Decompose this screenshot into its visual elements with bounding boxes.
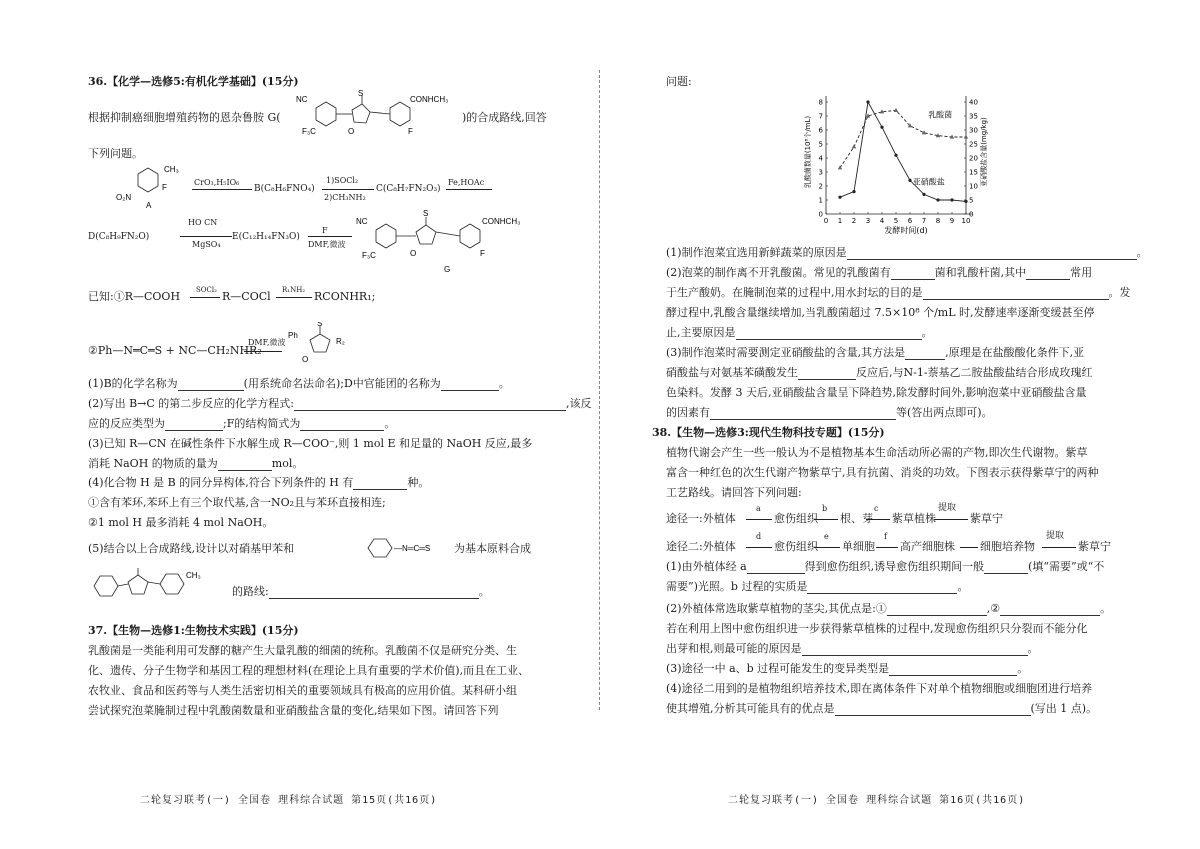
chart-xtick-label: 4 (879, 217, 885, 225)
chart-ytick-right-label: 35 (969, 112, 978, 121)
q38-3-blank[interactable] (889, 664, 1017, 676)
chart-xtick-label: 3 (865, 217, 871, 225)
chart-point-1 (964, 200, 967, 203)
q37-3-blank-3[interactable] (710, 408, 896, 420)
right-top-text: 问题: (666, 75, 692, 88)
route2-reagent4a: HO CN (188, 218, 218, 227)
chart-ytick-left-label: 8 (818, 98, 823, 107)
chart-ytick-right-label: 15 (969, 168, 978, 177)
q36-3b: 消耗 NaOH 的物质的量为 mol。 (88, 457, 304, 470)
chart-xtick-label: 5 (893, 217, 899, 225)
route1-reagent2a: 1)SOCl₂ (326, 176, 359, 185)
path2-d: d (756, 532, 762, 541)
chart-ytick-left-label: 0 (818, 210, 823, 219)
q36-1: (1)B的化学名称为 (用系统命名法命名);D中官能团的名称为 。 (88, 377, 510, 390)
q36-2-blank-3[interactable] (300, 419, 384, 431)
q38-2c: 出芽和根,则最可能的原因是 。 (666, 642, 1039, 655)
path2-extract: 提取 (1046, 531, 1065, 541)
path1-arrow-extract (934, 519, 968, 520)
q36-header: 36.【化学—选修5:有机化学基础】(15分) (88, 75, 299, 88)
left-footer: 二轮复习联考(一) 全国卷 理科综合试题 第15页(共16页) (140, 795, 438, 806)
path1-arrow-b (814, 519, 838, 520)
path2-n5: 紫草宁 (1078, 540, 1111, 553)
q37-3c: 色染料。发酵 3 天后,亚硝酸盐含量呈下降趋势,除发酵时间外,影响泡菜中亚硝酸盐含量 (666, 386, 1087, 399)
chart-xtick-label: 0 (823, 217, 829, 225)
q37-para-1: 乳酸菌是一类能利用可发酵的糖产生大量乳酸的细菌的统称。乳酸菌不仅是研究分类、生 (88, 644, 517, 657)
chart-ytick-left-label: 2 (818, 182, 823, 191)
q37-2: (2)泡菜的制作离不开乳酸菌。常见的乳酸菌有 菌和乳酸杆菌,其中 常用 (666, 266, 1093, 279)
chart-point-1 (866, 100, 869, 103)
q37-3: (3)制作泡菜时需要测定亚硝酸盐的含量,其方法是 ,原理是在盐酸酸化条件下,亚 (666, 346, 1085, 359)
chart-point-0 (894, 108, 898, 112)
q37-3b: 硝酸盐与对氨基苯磺酸发生 反应后,与N-1-萘基乙二胺盐酸盐结合形成玫瑰红 (666, 366, 1093, 379)
chart-ylabel-left: 乳酸菌数量(10⁸个/mL) (804, 115, 812, 189)
route2-e: E(C₁₂H₁₄FN₃O) (232, 232, 300, 242)
chart-ytick-left-label: 7 (818, 112, 823, 121)
q38-1: (1)由外植体经 a 得到愈伤组织,诱导愈伤组织期间一般 (填“需要”或“不 (666, 560, 1105, 573)
path2-n1: 愈伤组织 (774, 540, 818, 553)
q38-2-blank-1[interactable] (887, 604, 987, 616)
path2-label: 途径二:外植体 (666, 540, 736, 553)
path1-b: b (822, 504, 828, 513)
chart-xtick-label: 10 (961, 217, 971, 225)
chart-ytick-left-label: 1 (818, 196, 823, 205)
chart-ytick-right-label: 5 (969, 196, 974, 205)
g2-label: G (444, 265, 451, 274)
known-1-reagent2: R₁NH₂ (282, 286, 306, 294)
target-ch3-label: CH₃ (186, 571, 201, 580)
path1-c: c (874, 504, 879, 513)
q37-3d: 的因素有 等(答出两点即可)。 (666, 406, 993, 419)
chart-xtick-label: 6 (907, 217, 913, 225)
path1-a: a (756, 504, 761, 513)
path1-n2: 根、芽 (840, 512, 873, 525)
g-nc-label: NC (296, 95, 308, 104)
chart-ytick-left-label: 5 (818, 140, 823, 149)
g2-conhch3-label: CONHCH₃ (482, 217, 521, 226)
chart-ytick-left-label: 4 (818, 154, 823, 163)
a-f-label: F (162, 183, 167, 192)
q38-para-1: 植物代谢会产生一些一般认为不是植物基本生命活动所必需的产物,即次生代谢物。紫草 (666, 446, 1088, 459)
known-1-arrow1 (190, 297, 220, 298)
q36-2: (2)写出 B→C 的第二步反应的化学方程式: ,该反 (88, 397, 592, 410)
known-2-s-label: S (317, 322, 323, 328)
q37-1: (1)制作泡菜宜选用新鲜蔬菜的原因是 。 (666, 246, 1148, 259)
g-s-label: S (358, 90, 364, 98)
q36-3-blank[interactable] (218, 459, 272, 471)
g-cf3-label: F₃C (302, 127, 316, 136)
chart-ytick-right-label: 10 (969, 182, 978, 191)
q5-reagent-label: —N═C═S (394, 544, 431, 553)
path2-arrow-g (960, 547, 978, 548)
chart-ytick-left-label: 3 (818, 168, 823, 177)
chart-ytick-right-label: 20 (969, 154, 978, 163)
route1-reagent1: CrO₃,H₅IO₆ (194, 178, 240, 187)
path2-n4: 细胞培养物 (980, 540, 1035, 553)
chart-point-1 (852, 190, 855, 193)
path1-arrow-c (866, 519, 890, 520)
q37-para-2: 化、遗传、分子生物学和基因工程的理想材料(在理论上具有重要的学术价值),而且在工业、 (88, 664, 530, 677)
q5-target-molecule (88, 562, 228, 614)
chart-series-label-0: 乳酸菌 (928, 110, 953, 120)
chart-xtick-label: 1 (837, 217, 843, 225)
q37-2b: 于生产酸奶。在腌制泡菜的过程中,用水封坛的目的是 。发 (666, 286, 1131, 299)
q38-4: (4)途径二用到的是植物组织培养技术,即在离体条件下对单个植物细胞或细胞团进行培养 (666, 682, 1093, 695)
known-1-arrow2 (276, 297, 312, 298)
route1-arrow1 (192, 189, 252, 190)
q37-3-blank-1[interactable] (905, 348, 945, 360)
q37-2d: 止,主要原因是 。 (666, 326, 933, 339)
q37-2-blank-1[interactable] (891, 268, 935, 280)
q38-2b: 若在利用上图中愈伤组织进一步获得紫草植株的过程中,发现愈伤组织只分裂而不能分化 (666, 622, 1088, 635)
q36-1-blank-1[interactable] (178, 379, 244, 391)
chart-point-1 (880, 126, 883, 129)
path1-arrow-a (746, 519, 772, 520)
chart-xtick-label: 7 (921, 217, 927, 225)
q36-5-route: 的路线: 。 (232, 585, 490, 598)
g2-cf3-label: F₃C (362, 251, 376, 260)
q36-2-blank-1[interactable] (294, 399, 566, 411)
chart-point-1 (936, 198, 939, 201)
q38-2-blank-3[interactable] (802, 644, 1028, 656)
q36-5b: 为基本原料合成 (454, 542, 531, 555)
route2-reagent4b: MgSO₄ (192, 240, 221, 249)
g2-f-label: F (480, 249, 485, 258)
path2-f: f (884, 532, 887, 541)
q38-2-blank-2[interactable] (1000, 604, 1100, 616)
route2-reagent5b: DMF,微波 (308, 240, 346, 249)
chart-point-1 (838, 196, 841, 199)
molecule-a (116, 160, 192, 212)
chart-xtick-label: 8 (935, 217, 941, 225)
chart-ylabel-right: 亚硝酸盐含量(mg/kg) (980, 117, 988, 187)
q38-1b: 需要”)光照。b 过程的实质是 。 (666, 580, 969, 593)
known-2-ph-label: Ph (288, 331, 298, 340)
chart-series-label-1: 亚硝酸盐 (912, 177, 945, 187)
chart-point-1 (950, 198, 953, 201)
known-2-arrow (244, 351, 282, 352)
q37-3-blank-2[interactable] (798, 368, 856, 380)
chart-point-1 (922, 193, 925, 196)
q37-header: 37.【生物—选修1:生物技术实践】(15分) (88, 624, 299, 637)
path1-n3: 紫草植株 (892, 512, 936, 525)
q36-5a: (5)结合以上合成路线,设计以对硝基甲苯和 (88, 542, 295, 555)
route2-arrow1 (180, 236, 232, 237)
q36-intro-b: )的合成路线,回答 (462, 111, 547, 124)
q38-4b: 使其增殖,分析其可能具有的优点是 (写出 1 点)。 (666, 702, 1098, 715)
q36-4-cond1: ①含有苯环,苯环上有三个取代基,含一NO₂且与苯环直接相连; (88, 496, 386, 509)
q36-3: (3)已知 R—CN 在碱性条件下水解生成 R—COO⁻,则 1 mol E 和足量的 NaOH 反应,最多 (88, 437, 533, 450)
route1-arrow2 (322, 189, 374, 190)
fermentation-chart (796, 90, 996, 238)
q37-2c: 酵过程中,乳酸含量继续增加,当乳酸菌超过 7.5×10⁸ 个/mL 时,发酵速率逐渐变缓甚至停 (666, 306, 1095, 319)
route2-reagent5a: F (322, 226, 328, 235)
path1-extract: 提取 (938, 503, 957, 513)
known-2-reagent: DMF,微波 (248, 338, 286, 347)
molecule-g (352, 210, 548, 282)
q38-header: 38.【生物—选修3:现代生物科技专题】(15分) (652, 426, 885, 439)
route1-reagent3: Fe,HOAc (448, 178, 485, 187)
q37-para-3: 农牧业、食品和医药等与人类生活密切相关的重要领域具有极高的应用价值。某科研小组 (88, 684, 517, 697)
known-1b: R—COCl (222, 290, 271, 303)
q37-2-blank-3[interactable] (923, 288, 1109, 300)
chart-ytick-left-label: 6 (818, 126, 823, 135)
g2-nc-label: NC (356, 217, 368, 226)
q36-5-blank[interactable] (269, 587, 479, 599)
known-2-product (284, 322, 364, 368)
a-label: A (146, 201, 152, 210)
g2-o-label: O (410, 249, 417, 258)
g-f-label: F (408, 127, 413, 136)
path1-n4: 紫草宁 (970, 512, 1003, 525)
known-2a: ②Ph—N═C═S + NC—CH₂NHR₂ (88, 344, 262, 357)
path1-n1: 愈伤组织 (774, 512, 818, 525)
known-1c: RCONHR₁; (314, 290, 376, 303)
route1-c: C(C₈H₇FN₂O₃) (376, 184, 441, 194)
a-ch3-label: CH₃ (164, 165, 179, 174)
known-1a: 已知:①R—COOH (88, 290, 181, 303)
known-1-reagent1: SOCl₂ (196, 286, 217, 294)
route2-d: D(C₈H₉FN₂O) (88, 232, 150, 242)
q38-4-blank[interactable] (835, 704, 1031, 716)
q38-1-blank-3[interactable] (807, 582, 957, 594)
g-conhch3-label: CONHCH₃ (410, 95, 449, 104)
q37-para-4: 尝试探究泡菜腌制过程中乳酸菌数量和亚硝酸盐含量的变化,结果如下图。请回答下列 (88, 704, 499, 717)
path2-e: e (824, 532, 829, 541)
right-page (600, 0, 1200, 849)
q37-2-blank-4[interactable] (736, 328, 922, 340)
path2-n2: 单细胞 (842, 540, 875, 553)
q38-1-blank-2[interactable] (984, 562, 1028, 574)
known-2-o-label: O (302, 355, 309, 364)
path2-n3: 高产细胞株 (900, 540, 955, 553)
q37-2-blank-2[interactable] (1026, 268, 1070, 280)
g2-s-label: S (423, 210, 429, 218)
right-footer: 二轮复习联考(一) 全国卷 理科综合试题 第16页(共16页) (728, 795, 1026, 806)
q38-3: (3)途径一中 a、b 过程可能发生的变异类型是 。 (666, 662, 1029, 675)
chart-ytick-right-label: 30 (969, 126, 978, 135)
g-o-label: O (348, 127, 355, 136)
q36-4-blank[interactable] (353, 478, 407, 490)
route2-arrow2 (308, 236, 352, 237)
q36-4-cond2: ②1 mol H 最多消耗 4 mol NaOH。 (88, 516, 274, 529)
chart-xlabel: 发酵时间(d) (884, 226, 928, 235)
chart-point-1 (908, 179, 911, 182)
a-no2-label: O₂N (116, 193, 132, 202)
known-2-r2-label: R₂ (336, 337, 345, 346)
chart-ytick-right-label: 25 (969, 140, 978, 149)
chart-ytick-right-label: 40 (969, 98, 978, 107)
q36-2-blank-2[interactable] (165, 419, 223, 431)
q36-intro-a: 根据抑制癌细胞增殖药物的恩杂鲁胺 G( (88, 111, 281, 124)
q36-intro-c: 下列问题。 (88, 147, 143, 160)
chart-ytick-right-label: 0 (969, 210, 974, 219)
q36-2b: 应的反应类型为 ;F的结构简式为 。 (88, 417, 396, 430)
q38-para-2: 富含一种红色的次生代谢产物紫草宁,具有抗菌、消炎的功效。下图表示获得紫草宁的两种 (666, 466, 1099, 479)
route1-arrow3 (446, 189, 492, 190)
path2-arrow-f (876, 547, 898, 548)
molecule-g-inline (290, 90, 460, 152)
q38-2: (2)外植体常选取紫草植物的茎尖,其优点是:① ,② 。 (666, 602, 1112, 615)
chart-xtick-label: 9 (949, 217, 955, 225)
q38-para-3: 工艺路线。请回答下列问题: (666, 486, 802, 499)
route1-b: B(C₈H₆FNO₄) (254, 184, 315, 194)
chart-point-1 (894, 154, 897, 157)
path1-label: 途径一:外植体 (666, 512, 736, 525)
path2-arrow-d (746, 547, 772, 548)
q36-1-blank-2[interactable] (441, 379, 499, 391)
phenyl-isothiocyanate (362, 534, 458, 562)
chart-xtick-label: 2 (851, 217, 857, 225)
path2-arrow-extract (1042, 547, 1076, 548)
q36-4: (4)化合物 H 是 B 的同分异构体,符合下列条件的 H 有 种。 (88, 476, 430, 489)
chart-point-0 (852, 144, 856, 148)
q38-1-blank-1[interactable] (747, 562, 805, 574)
q37-1-blank[interactable] (847, 248, 1137, 260)
route1-reagent2b: 2)CH₃NH₂ (324, 193, 366, 202)
path2-arrow-e (814, 547, 840, 548)
